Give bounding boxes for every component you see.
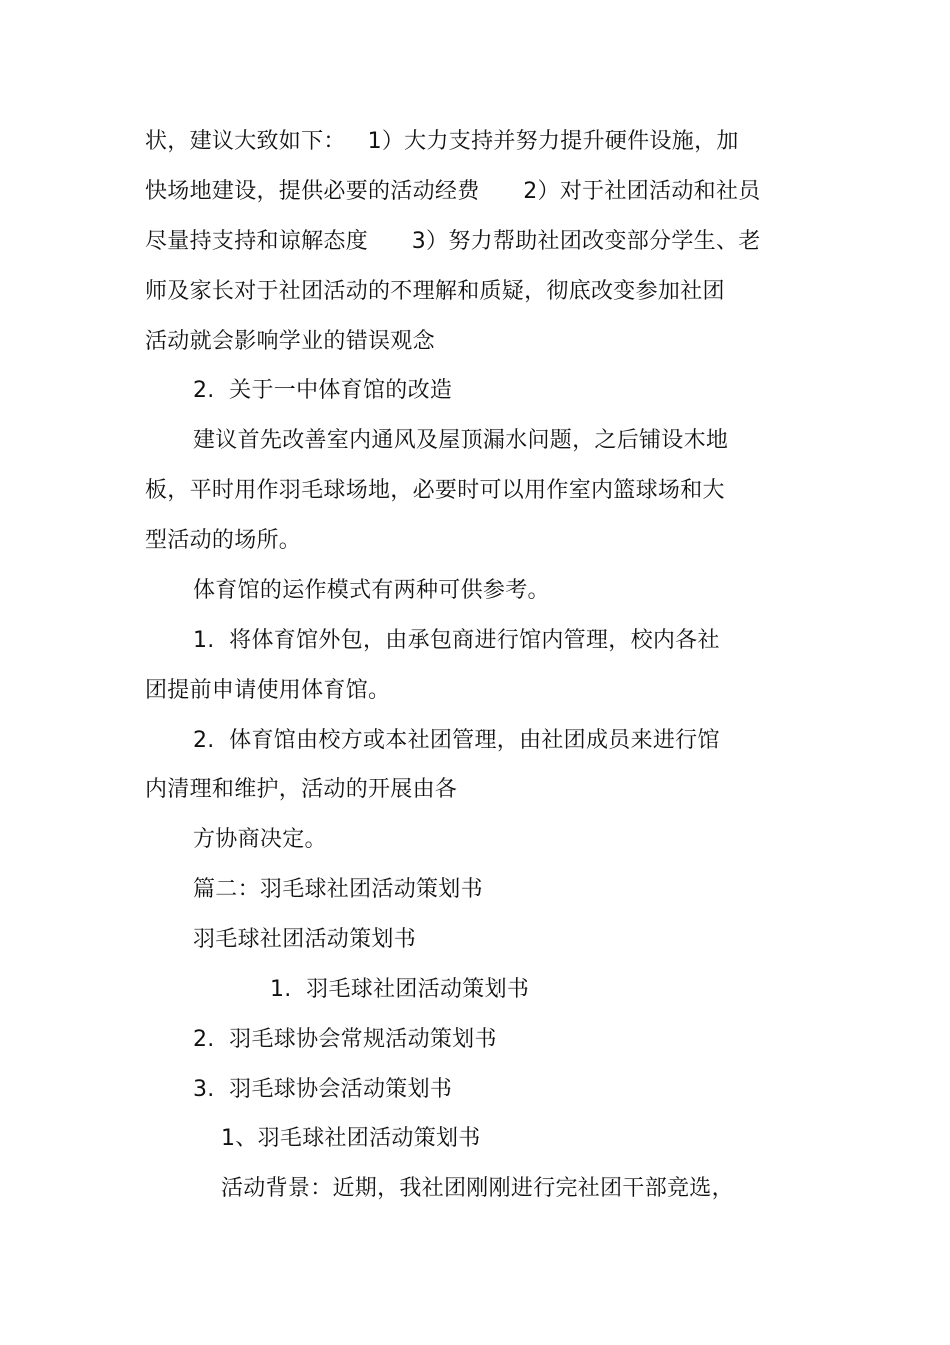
list-item: 1. 将体育馆外包，由承包商进行馆内管理，校内各社 [193,628,720,653]
document-title: 羽毛球社团活动策划书 [193,927,417,952]
paragraph-line: 尽量持支持和谅解态度 3）努力帮助社团改变部分学生、老 [145,229,761,254]
toc-item: 1. 羽毛球社团活动策划书 [270,977,530,1002]
toc-item: 3. 羽毛球协会活动策划书 [193,1077,453,1102]
paragraph-line: 建议首先改善室内通风及屋顶漏水问题，之后铺设木地 [193,428,729,453]
list-item-continued: 内清理和维护，活动的开展由各 [145,777,458,802]
list-item-continued: 方协商决定。 [193,827,327,852]
paragraph-line: 活动就会影响学业的错误观念 [145,329,435,354]
paragraph-line: 师及家长对于社团活动的不理解和质疑，彻底改变参加社团 [145,279,725,304]
list-item: 2. 体育馆由校方或本社团管理，由社团成员来进行馆 [193,728,720,753]
chapter-heading: 篇二：羽毛球社团活动策划书 [193,877,483,902]
paragraph-line: 状，建议大致如下： 1）大力支持并努力提升硬件设施，加 [145,129,739,154]
paragraph-line: 体育馆的运作模式有两种可供参考。 [193,578,550,603]
paragraph-line: 型活动的场所。 [145,528,302,553]
paragraph-line: 快场地建设，提供必要的活动经费 2）对于社团活动和社员 [145,179,761,204]
list-item-continued: 团提前申请使用体育馆。 [145,678,391,703]
section-heading: 2. 关于一中体育馆的改造 [193,378,453,403]
paragraph-line: 活动背景：近期，我社团刚刚进行完社团干部竞选， [221,1176,734,1201]
section-heading: 1、羽毛球社团活动策划书 [221,1126,481,1151]
paragraph-line: 板，平时用作羽毛球场地，必要时可以用作室内篮球场和大 [145,478,725,503]
toc-item: 2. 羽毛球协会常规活动策划书 [193,1027,497,1052]
